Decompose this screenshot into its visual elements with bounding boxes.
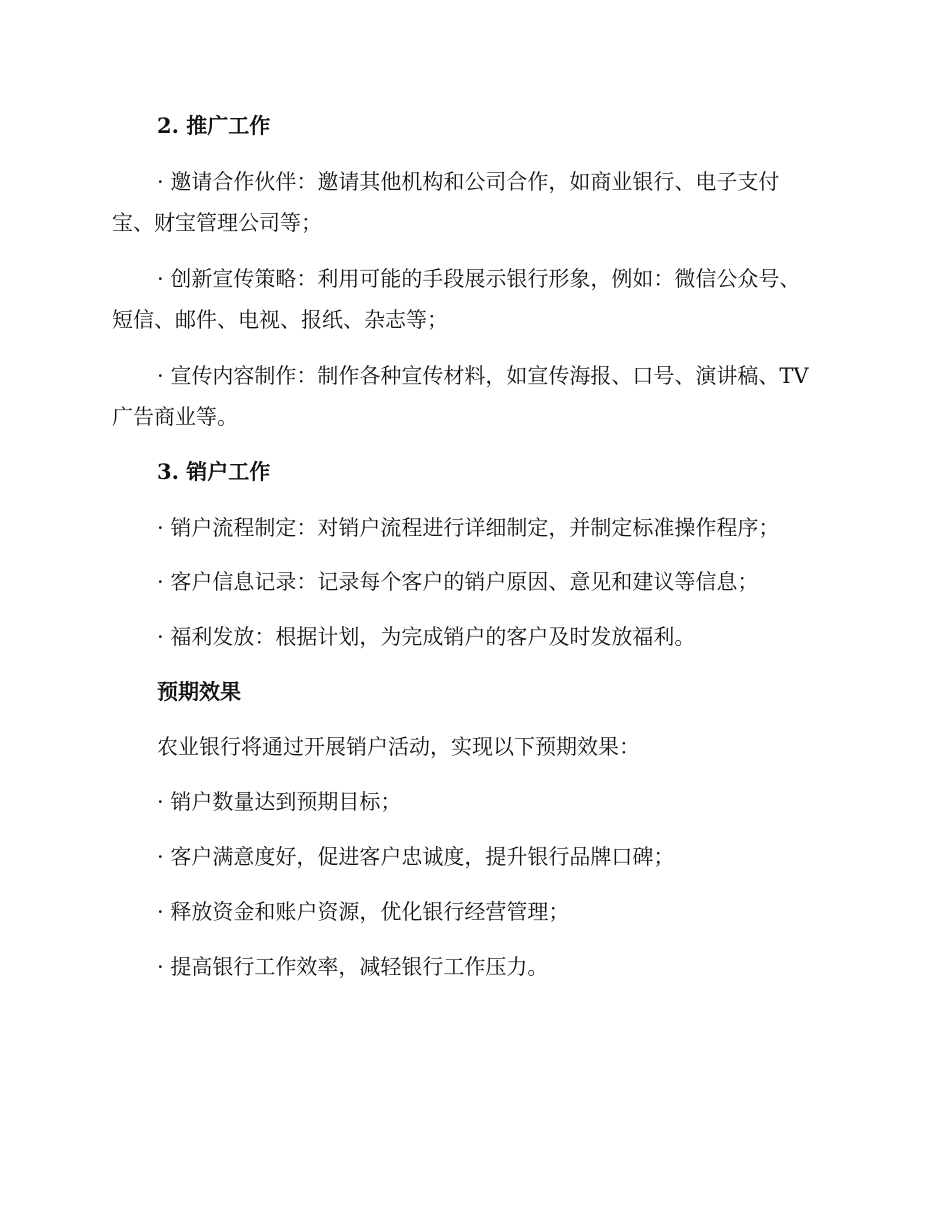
bullet-satisfaction: · 客户满意度好，促进客户忠诚度，提升银行品牌口碑； — [157, 845, 675, 869]
bullet-strategy-line1: · 创新宣传策略：利用可能的手段展示银行形象，例如：微信公众号、 — [157, 267, 801, 291]
bullet-target: · 销户数量达到预期目标； — [157, 790, 402, 814]
bullet-strategy-line2: 短信、邮件、电视、报纸、杂志等； — [112, 308, 448, 332]
bullet-records: · 客户信息记录：记录每个客户的销户原因、意见和建议等信息； — [157, 570, 759, 594]
bullet-resources: · 释放资金和账户资源，优化银行经营管理； — [157, 900, 570, 924]
bullet-content-line2: 广告商业等。 — [112, 405, 238, 429]
bullet-partners-line2: 宝、财宝管理公司等； — [112, 211, 322, 235]
expected-intro: 农业银行将通过开展销户活动，实现以下预期效果： — [157, 735, 640, 759]
bullet-process: · 销户流程制定：对销户流程进行详细制定，并制定标准操作程序； — [157, 516, 780, 540]
bullet-efficiency: · 提高银行工作效率，减轻银行工作压力。 — [157, 955, 549, 979]
section-heading-closure: 3. 销户工作 — [157, 459, 271, 484]
bullet-content-line1: · 宣传内容制作：制作各种宣传材料，如宣传海报、口号、演讲稿、TV — [157, 364, 809, 388]
bullet-benefits: · 福利发放：根据计划，为完成销户的客户及时发放福利。 — [157, 625, 696, 649]
section-heading-promotion: 2. 推广工作 — [157, 113, 271, 138]
bullet-partners-line1: · 邀请合作伙伴：邀请其他机构和公司合作，如商业银行、电子支付 — [157, 170, 780, 194]
section-heading-expected: 预期效果 — [157, 679, 241, 704]
